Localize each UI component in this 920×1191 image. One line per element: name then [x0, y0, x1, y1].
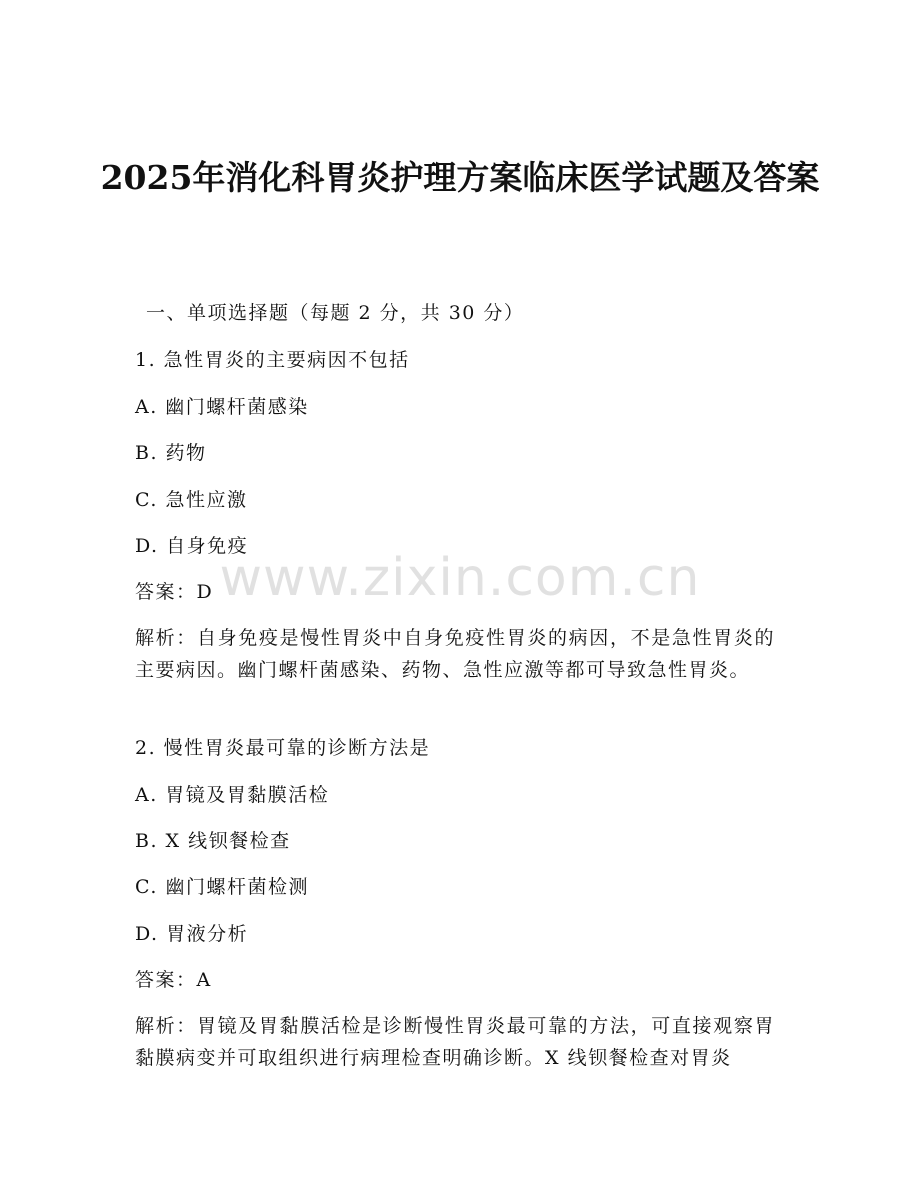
question-2-option-d: D. 胃液分析 — [135, 923, 249, 945]
section-heading: 一、单项选择题（每题 2 分，共 30 分） — [146, 302, 525, 324]
question-1-explanation: 解析：自身免疫是慢性胃炎中自身免疫性胃炎的病因，不是急性胃炎的主要病因。幽门螺杆菌感染、药物、急性应激等都可导致急性胃炎。 — [135, 627, 775, 681]
question-2-option-b: B. X 线钡餐检查 — [135, 830, 291, 852]
question-2-option-a: A. 胃镜及胃黏膜活检 — [135, 784, 330, 806]
question-2-answer: 答案：A — [135, 969, 212, 991]
watermark: www.zixin.com.cn — [219, 548, 701, 608]
question-1-option-a: A. 幽门螺杆菌感染 — [135, 396, 309, 418]
question-2-option-c: C. 幽门螺杆菌检测 — [135, 876, 309, 898]
question-2-explanation: 解析：胃镜及胃黏膜活检是诊断慢性胃炎最可靠的方法，可直接观察胃黏膜病变并可取组织进行病理检查明确诊断。X 线钡餐检查对胃炎 — [135, 1015, 775, 1069]
document-title: 2025年消化科胃炎护理方案临床医学试题及答案 — [100, 158, 820, 197]
question-1-answer: 答案：D — [135, 581, 214, 603]
question-2-stem: 2. 慢性胃炎最可靠的诊断方法是 — [135, 737, 431, 759]
question-1-stem: 1. 急性胃炎的主要病因不包括 — [135, 349, 410, 371]
question-1-option-d: D. 自身免疫 — [135, 535, 249, 557]
question-1-option-b: B. 药物 — [135, 442, 207, 464]
question-1-option-c: C. 急性应激 — [135, 489, 248, 511]
